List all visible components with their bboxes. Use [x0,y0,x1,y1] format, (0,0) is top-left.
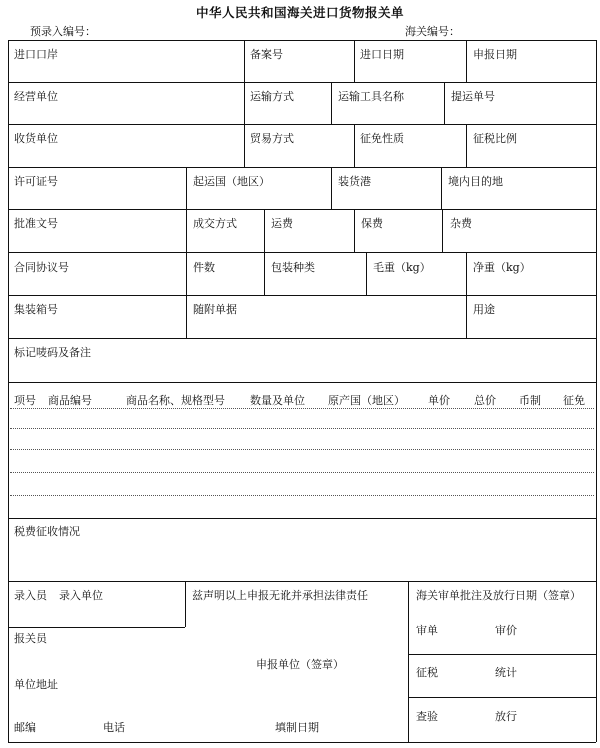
operating-unit-label: 经营单位 [14,90,58,103]
trade-mode-label: 贸易方式 [250,132,294,145]
valuation-label: 审价 [495,624,517,637]
record-number-label: 备案号 [250,48,283,61]
inspection-label: 查验 [416,710,438,723]
column-header: 原产国（地区） [328,394,405,407]
entry-unit-label: 录入单位 [59,589,103,602]
loading-port-label: 装货港 [338,175,371,188]
deal-mode-label: 成交方式 [193,217,237,230]
net-weight-label: 净重（kg） [473,261,531,274]
entry-staff-label: 录入员 [14,589,47,602]
form-title: 中华人民共和国海关进口货物报关单 [195,5,404,20]
consignee-label: 收货单位 [14,132,58,145]
transport-mode-label: 运输方式 [250,90,294,103]
tax-collection-label: 税费征收情况 [14,525,80,538]
insurance-label: 保费 [361,217,383,230]
phone-label: 电话 [103,721,125,734]
attached-documents-label: 随附单据 [193,303,237,316]
gross-weight-label: 毛重（kg） [373,261,431,274]
fill-date-label: 填制日期 [275,721,319,734]
declaring-unit-seal-label: 申报单位（签章） [256,658,344,671]
container-number-label: 集装箱号 [14,303,58,316]
column-header: 征免 [563,394,585,407]
import-date-label: 进口日期 [360,48,404,61]
usage-label: 用途 [473,303,495,316]
column-header: 商品编号 [48,394,92,407]
license-number-label: 许可证号 [14,175,58,188]
declaration-statement: 兹声明以上申报无讹并承担法律责任 [192,589,368,602]
packages-label: 件数 [193,261,215,274]
contract-number-label: 合同协议号 [14,261,69,274]
bill-of-lading-label: 提运单号 [451,90,495,103]
release-label: 放行 [495,710,517,723]
column-header: 数量及单位 [250,394,305,407]
declare-date-label: 申报日期 [473,48,517,61]
column-header: 单价 [428,394,450,407]
taxation-label: 征税 [416,666,438,679]
tax-ratio-label: 征税比例 [473,132,517,145]
packing-type-label: 包装种类 [271,261,315,274]
statistics-label: 统计 [495,666,517,679]
freight-label: 运费 [271,217,293,230]
port-of-entry-label: 进口口岸 [14,48,58,61]
misc-fee-label: 杂费 [450,217,472,230]
customs-number-label: 海关编号： [405,25,460,38]
pre-entry-number-label: 预录入编号： [30,25,96,38]
audit-label: 审单 [416,624,438,637]
departure-country-label: 起运国（地区） [193,175,270,188]
declarant-label: 报关员 [14,632,47,645]
approval-number-label: 批准文号 [14,217,58,230]
column-header: 项号 [14,394,36,407]
column-header: 币制 [519,394,541,407]
column-header: 总价 [474,394,496,407]
postcode-label: 邮编 [14,721,36,734]
marks-remarks-label: 标记唛码及备注 [14,346,91,359]
column-header: 商品名称、规格型号 [126,394,225,407]
domestic-destination-label: 境内目的地 [448,175,503,188]
transport-name-label: 运输工具名称 [338,90,404,103]
customs-approval-label: 海关审单批注及放行日期（签章） [416,589,581,602]
unit-address-label: 单位地址 [14,678,58,691]
exemption-nature-label: 征免性质 [360,132,404,145]
